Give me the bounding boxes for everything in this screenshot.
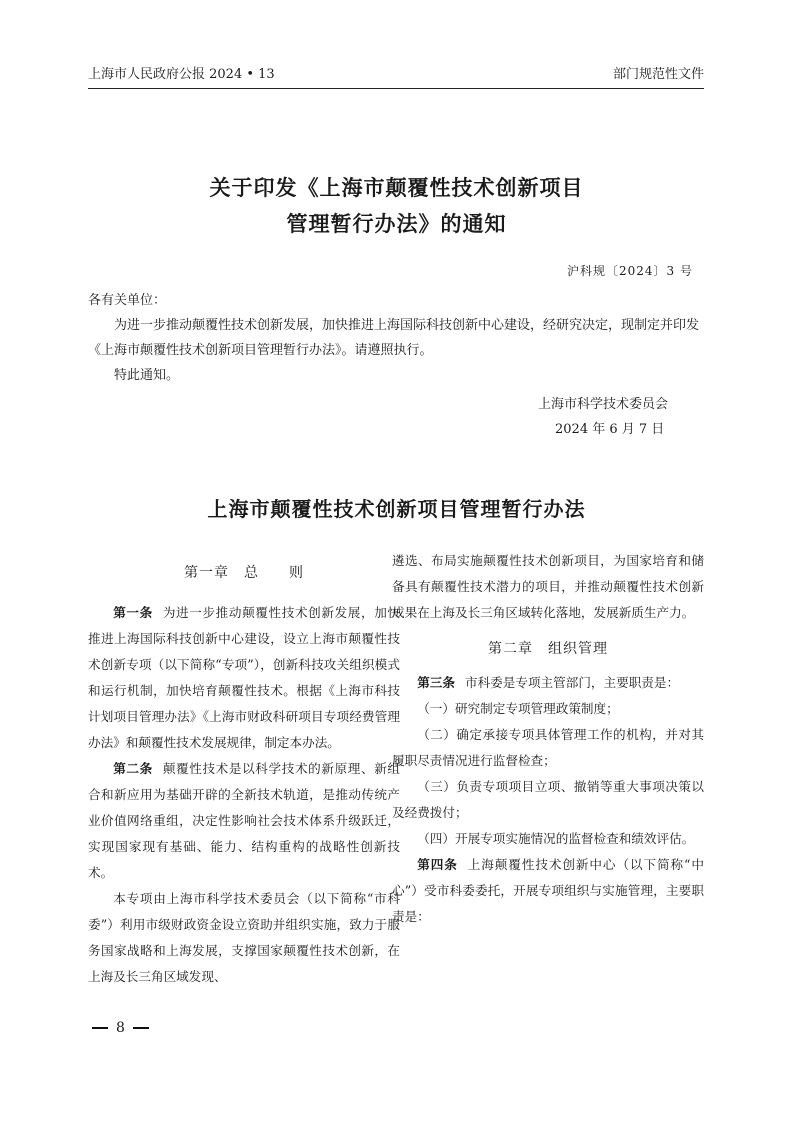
article-3-item: （二）确定承接专项具体管理工作的机构，并对其履职尽责情况进行监督检查；: [392, 727, 704, 768]
chapter-heading: 第一章 总 则: [184, 565, 304, 581]
document-category: 部门规范性文件: [612, 67, 704, 82]
article-text: 颠覆性技术是以科学技术的新原理、新组合和新应用为基础开辟的全新技术轨道，是推动传统产业价值网络重组，决定性影响社会技术体系升级跃迁，实现国家现有基础、能力、结构重构的战略性创新技术。: [88, 761, 401, 880]
notice-paragraph: 为进一步推动颠覆性技术创新发展，加快推进上海国际科技创新中心建设，经研究决定，现制定并印发《上海市颠覆性技术创新项目管理暂行办法》。请遵照执行。: [88, 318, 700, 358]
chapter-heading: 第二章 组织管理: [488, 641, 608, 657]
article-3-item: （一）研究制定专项管理政策制度；: [417, 701, 619, 716]
signing-date: 2024 年 6 月 7 日: [555, 422, 665, 437]
article-text: 上海颠覆性技术创新中心（以下简称“中心”）受市科委委托，开展专项组织与实施管理，主要职责是：: [392, 857, 704, 924]
article-3: [392, 670, 704, 696]
notice-title-line1: 关于印发《上海市颠覆性技术创新项目: [209, 176, 584, 200]
page-number: [92, 1020, 149, 1036]
publication-name: 上海市人民政府公报 2024 • 13: [88, 67, 275, 82]
left-column: [88, 548, 400, 990]
article-4: [392, 852, 704, 930]
article-1: [88, 600, 400, 756]
article-3-item: （三）负责专项项目立项、撤销等重大事项决策以及经费拨付；: [392, 779, 704, 820]
article-text: 市科委是专项主管部门，主要职责是：: [464, 675, 680, 690]
article-text: 为进一步推动颠覆性技术创新发展，加快推进上海国际科技创新中心建设，设立上海市颠覆性技术创新专项（以下简称“专项”），创新科技攻关组织模式和运行机制，加快培育颠覆性技术。根据《上海市科技计划项目管理办法》《上海市财政科研项目专项经费管理办法》和颠覆性技术发展规律，制定本办法。: [88, 605, 401, 750]
signer: 上海市科学技术委员会: [538, 397, 669, 412]
document-number: 沪科规〔2024〕3 号: [567, 264, 693, 278]
notice-body: [88, 288, 704, 388]
article-2-paragraph-2-continued: 遴选、布局实施颠覆性技术创新项目，为国家培育和储备具有颠覆性技术潜力的项目，并推动颠覆性技术创新成果在上海及长三角区域转化落地，发展新质生产力。: [392, 553, 704, 620]
dash-decoration: [92, 1027, 108, 1029]
running-header: [88, 66, 704, 89]
article-label: 第一条: [113, 605, 153, 620]
article-2: [88, 756, 400, 886]
dash-decoration: [133, 1027, 149, 1029]
article-label: 第三条: [417, 675, 455, 690]
right-column: [392, 548, 704, 930]
article-label: 第二条: [113, 761, 153, 776]
regulation-title: 上海市颠覆性技术创新项目管理暂行办法: [207, 497, 586, 521]
notice-title-line2: 管理暂行办法》的通知: [286, 212, 507, 236]
article-3-item: （四）开展专项实施情况的监督检查和绩效评估。: [417, 831, 695, 846]
salutation: 各有关单位：: [88, 293, 167, 308]
page-number-value: 8: [116, 1020, 125, 1036]
notice-closing: 特此通知。: [114, 368, 180, 383]
article-2-paragraph-2: 本专项由上海市科学技术委员会（以下简称“市科委”）利用市级财政资金设立资助并组织实施，致力于服务国家战略和上海发展，支撑国家颠覆性技术创新，在上海及长三角区域发现、: [88, 891, 400, 984]
article-label: 第四条: [417, 857, 458, 872]
notice-title: [0, 170, 793, 242]
